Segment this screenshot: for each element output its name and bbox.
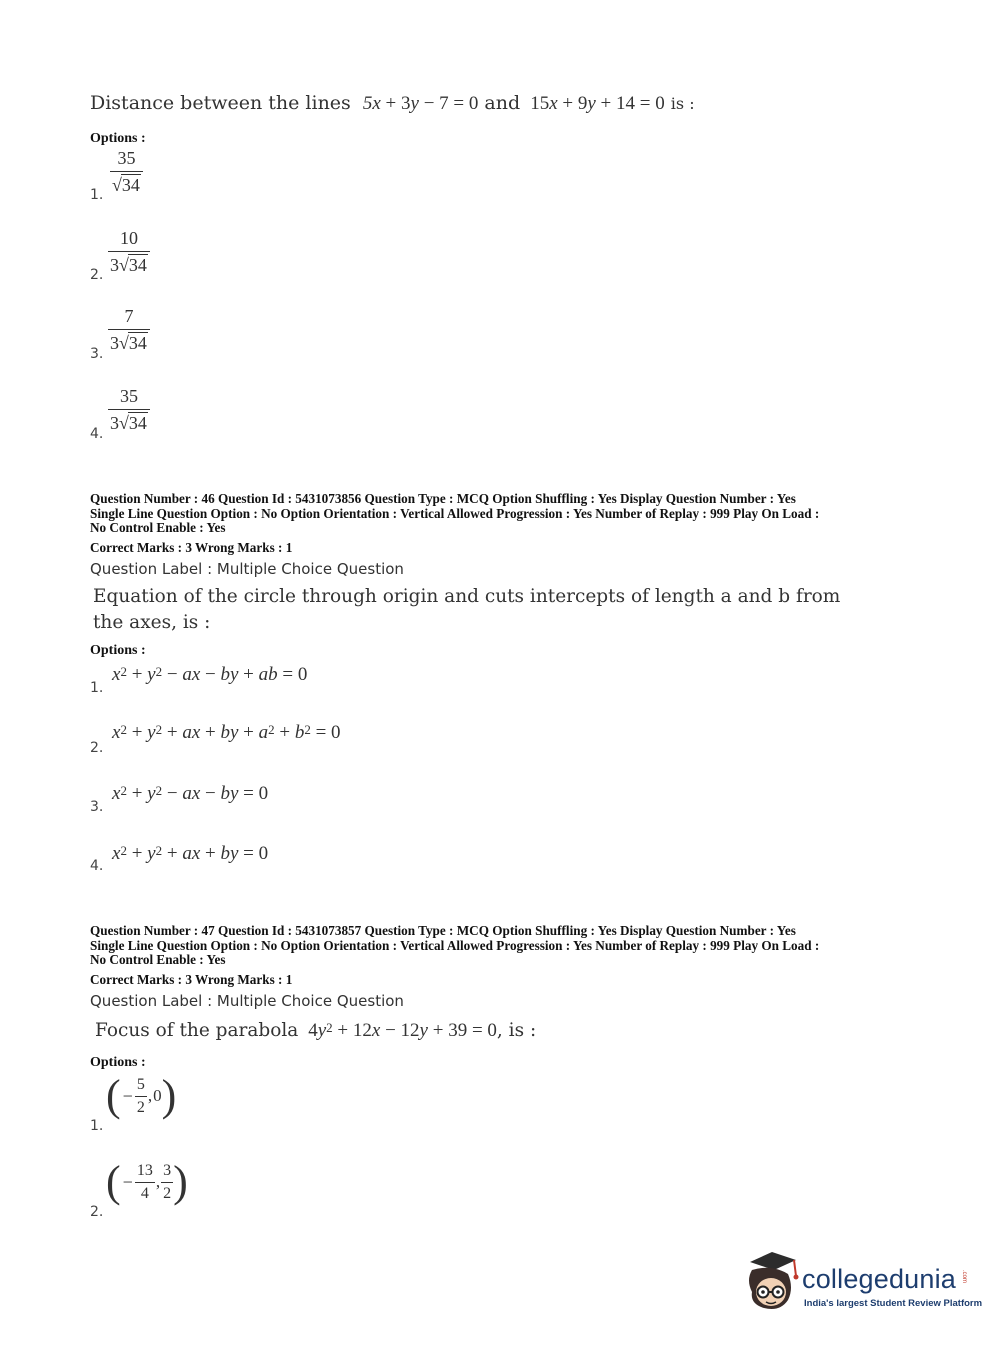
stem-text: Distance between the lines	[90, 92, 351, 114]
equation-1: 5x + 3y − 7 = 0	[362, 93, 479, 114]
minus-sign: −	[122, 1085, 133, 1106]
option-2-point	[106, 1157, 188, 1206]
denominator: 3√34	[108, 409, 150, 434]
coefficient: 3	[110, 255, 119, 275]
numerator: 35	[119, 386, 138, 406]
option-number: 2.	[90, 1204, 104, 1220]
comma: ,	[147, 1086, 153, 1105]
fraction	[135, 1162, 155, 1203]
option-number: 1.	[90, 1118, 104, 1134]
meta-line: Single Line Question Option : No Option Orientation : Vertical Allowed Progression : Yes Number of Replay : 999 Play On Load :	[90, 505, 820, 521]
question-45-stem	[90, 92, 695, 115]
option-number: 1.	[90, 680, 104, 696]
option-number: 2.	[90, 740, 104, 756]
meta-line: Single Line Question Option : No Option Orientation : Vertical Allowed Progression : Yes Number of Replay : 999 Play On Load :	[90, 937, 820, 953]
question-46-stem	[93, 584, 840, 636]
option-number: 3.	[90, 799, 104, 815]
option-1-fraction	[110, 148, 143, 196]
numerator: 10	[119, 228, 138, 248]
y-value: 0	[153, 1086, 162, 1105]
options-heading: Options :	[90, 131, 146, 146]
numerator: 35	[117, 148, 136, 168]
brand-name: collegedunia	[802, 1264, 957, 1294]
option-2-fraction	[108, 228, 150, 276]
radicand: 34	[128, 413, 147, 433]
stem-line: the axes, is :	[93, 612, 211, 633]
right-paren: )	[173, 1157, 188, 1206]
option-number: 4.	[90, 426, 104, 442]
option-4-equation: $x^2 + y^2$ + ax + by = 0	[112, 843, 269, 864]
marks-info: Correct Marks : 3 Wrong Marks : 1	[90, 972, 293, 987]
options-heading: Options :	[90, 643, 146, 658]
numerator: 7	[124, 306, 134, 326]
stem-text: is :	[670, 94, 695, 113]
minus-sign: −	[122, 1171, 133, 1192]
denominator: √34	[110, 171, 143, 196]
denominator: 4	[135, 1182, 155, 1203]
marks-info: Correct Marks : 3 Wrong Marks : 1	[90, 540, 293, 555]
meta-line: Question Number : 46 Question Id : 5431073856 Question Type : MCQ Option Shuffling : Yes Display Question Number : Yes	[90, 491, 796, 506]
brand-domain: .com	[961, 1270, 967, 1284]
denominator: 3√34	[108, 329, 150, 354]
option-4-fraction	[108, 386, 150, 434]
option-1-point	[106, 1071, 177, 1120]
stem-text: and	[484, 92, 521, 114]
stem-text: Focus of the parabola	[95, 1020, 299, 1041]
coefficient: 3	[110, 333, 119, 353]
denominator: 2	[135, 1096, 147, 1117]
option-number: 1.	[90, 187, 104, 203]
fraction	[135, 1076, 147, 1117]
question-label: Question Label : Multiple Choice Question	[90, 560, 404, 578]
collegedunia-logo	[742, 1250, 983, 1320]
meta-line: Question Number : 47 Question Id : 5431073857 Question Type : MCQ Option Shuffling : Yes Display Question Number : Yes	[90, 923, 796, 938]
option-number: 3.	[90, 346, 104, 362]
question-47-meta	[90, 924, 819, 968]
stem-line: Equation of the circle through origin and cuts intercepts of length a and b from	[93, 586, 841, 607]
option-3-equation: $x^2 + y^2$ − ax − by = 0	[112, 783, 269, 804]
equation-2: 15x + 9y + 14 = 0	[530, 93, 665, 114]
brand-tagline: India's largest Student Review Platform	[804, 1298, 983, 1309]
left-paren: (	[106, 1071, 121, 1120]
numerator: 13	[136, 1161, 153, 1179]
numerator: 3	[163, 1161, 172, 1179]
radicand: 34	[128, 255, 147, 275]
option-3-fraction	[108, 306, 150, 354]
option-1-equation: $x^2 + y^2$ − ax − by + ab = 0	[112, 664, 308, 685]
meta-line: No Control Enable : Yes	[90, 520, 226, 536]
option-number: 2.	[90, 267, 104, 283]
denominator: 3√34	[108, 251, 150, 276]
option-number: 4.	[90, 858, 104, 874]
comma: ,	[155, 1172, 161, 1191]
stem-text: , is :	[496, 1020, 537, 1041]
numerator: 5	[136, 1075, 145, 1093]
fraction	[161, 1162, 173, 1203]
left-paren: (	[106, 1157, 121, 1206]
meta-line: No Control Enable : Yes	[90, 952, 226, 968]
radicand: 34	[128, 333, 147, 353]
parabola-equation: $4y^2 + 12x - 12y + 39 = 0$	[308, 1020, 497, 1041]
denominator: 2	[161, 1182, 173, 1203]
question-47-stem	[95, 1020, 536, 1042]
right-paren: )	[161, 1071, 177, 1120]
radicand: 34	[121, 175, 140, 195]
question-46-meta	[90, 492, 819, 536]
mascot-icon	[742, 1250, 802, 1312]
coefficient: 3	[110, 413, 119, 433]
options-heading: Options :	[90, 1055, 146, 1070]
option-2-equation: $x^2 + y^2$ + ax + by + $a^2 + b^2 = 0$	[112, 722, 341, 743]
question-label: Question Label : Multiple Choice Question	[90, 992, 404, 1010]
